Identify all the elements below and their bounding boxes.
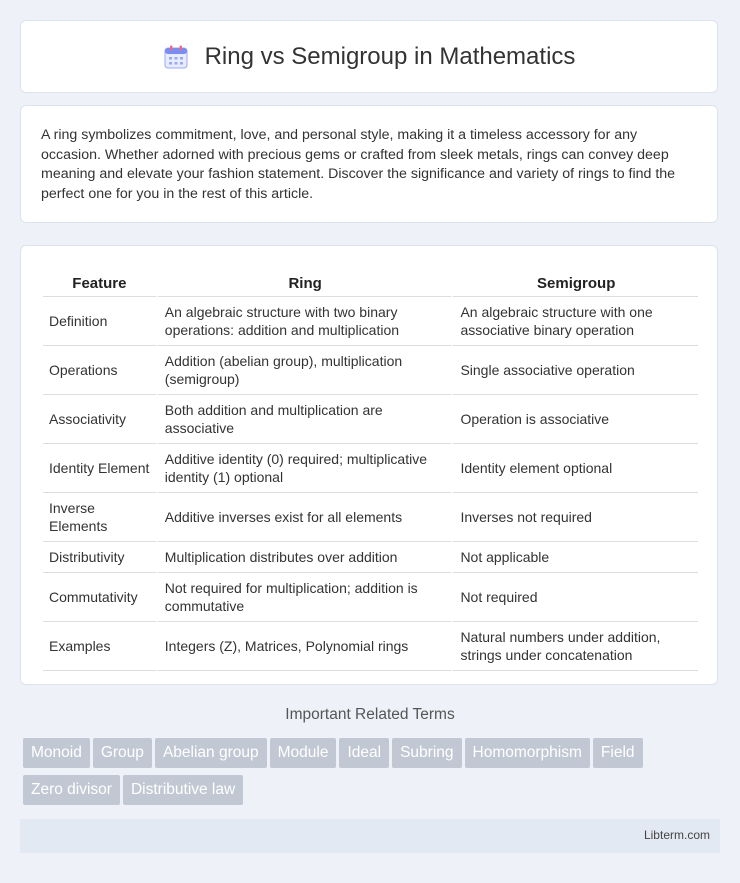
header-card [20, 20, 718, 93]
table-row [43, 622, 698, 671]
ring-cell: Not required for multiplication; addition is commutative [156, 573, 452, 622]
tag-distributive-law[interactable]: Distributive law [123, 775, 243, 805]
semigroup-cell: Not required [451, 573, 698, 622]
ring-cell: Additive identity (0) required; multiplicative identity (1) optional [156, 444, 452, 493]
tag-field[interactable]: Field [593, 738, 643, 768]
related-terms-list [23, 738, 723, 812]
feature-cell: Operations [43, 346, 156, 395]
ring-cell: Addition (abelian group), multiplication (semigroup) [156, 346, 452, 395]
feature-cell: Commutativity [43, 573, 156, 622]
table-row [43, 395, 698, 444]
page-title: Ring vs Semigroup in Mathematics [204, 42, 576, 70]
semigroup-cell: An algebraic structure with one associative binary operation [451, 297, 698, 346]
footer [20, 819, 720, 853]
tag-zero-divisor[interactable]: Zero divisor [23, 775, 120, 805]
table-row [43, 573, 698, 622]
footer-site-link[interactable]: Libterm.com [643, 828, 710, 842]
related-terms-title: Important Related Terms [285, 706, 455, 723]
feature-cell: Definition [43, 297, 156, 346]
feature-cell: Inverse Elements [43, 493, 156, 542]
intro-text: A ring symbolizes commitment, love, and personal style, making it a timeless accessory for any occasion. Whether adorned with precious gems or crafted from sleek metals, rings can convey deep meaning and elevate your fashion statement. Discover the significance and variety of rings to find the perfect one for you in the rest of this article. [41, 127, 676, 202]
ring-cell: Integers (Z), Matrices, Polynomial rings [156, 622, 452, 671]
table-row [43, 346, 698, 395]
header-semigroup: Semigroup [451, 264, 698, 297]
semigroup-cell: Identity element optional [451, 444, 698, 493]
header-feature: Feature [43, 264, 156, 297]
semigroup-cell: Natural numbers under addition, strings under concatenation [451, 622, 698, 671]
feature-cell: Distributivity [43, 542, 156, 573]
semigroup-cell: Single associative operation [451, 346, 698, 395]
ring-cell: Multiplication distributes over addition [156, 542, 452, 573]
semigroup-cell: Inverses not required [451, 493, 698, 542]
comparison-table [43, 264, 698, 671]
tag-group[interactable]: Group [93, 738, 152, 768]
table-row [43, 493, 698, 542]
calendar-icon [163, 44, 189, 70]
table-row [43, 297, 698, 346]
ring-cell: Additive inverses exist for all elements [156, 493, 452, 542]
feature-cell: Associativity [43, 395, 156, 444]
feature-cell: Identity Element [43, 444, 156, 493]
table-row [43, 444, 698, 493]
header-ring: Ring [156, 264, 452, 297]
comparison-card [20, 245, 718, 685]
ring-cell: Both addition and multiplication are associative [156, 395, 452, 444]
tag-monoid[interactable]: Monoid [23, 738, 90, 768]
tag-abelian-group[interactable]: Abelian group [155, 738, 267, 768]
semigroup-cell: Operation is associative [451, 395, 698, 444]
tag-ideal[interactable]: Ideal [339, 738, 389, 768]
semigroup-cell: Not applicable [451, 542, 698, 573]
feature-cell: Examples [43, 622, 156, 671]
ring-cell: An algebraic structure with two binary operations: addition and multiplication [156, 297, 452, 346]
tag-homomorphism[interactable]: Homomorphism [465, 738, 590, 768]
tag-subring[interactable]: Subring [392, 738, 461, 768]
tag-module[interactable]: Module [270, 738, 337, 768]
intro-card [20, 105, 718, 223]
table-row [43, 542, 698, 573]
